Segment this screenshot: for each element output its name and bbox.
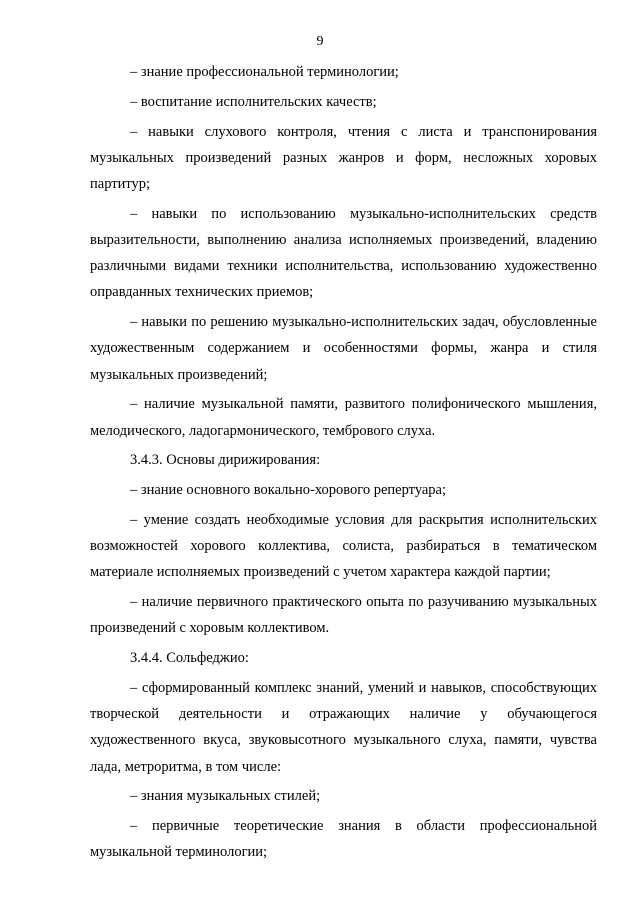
list-item: – знание основного вокально-хорового репертуара; (130, 482, 447, 499)
list-item: – знание профессиональной терминологии; (130, 64, 399, 80)
list-item: – знания музыкальных стилей; (130, 788, 321, 805)
page-content (90, 59, 597, 869)
list-item: – наличие музыкальной памяти, развитого полифонического мышления, мелодического, ладогармонического, тембрового слуха. (90, 396, 597, 439)
list-item: – навыки по использованию музыкально-исполнительских средств выразительности, выполнению анализа исполняемых произведений, владению различными видами техники исполнительства, использованию художественно оправданных технических приемов; (90, 205, 597, 301)
list-item: – сформированный комплекс знаний, умений и навыков, способствующих творческой деятельности и отражающих наличие у обучающегося художественного вкуса, звуковысотного музыкального слуха, памяти, чувства лада, метроритма, в том числе: (90, 680, 597, 775)
page-number: 9 (316, 34, 324, 49)
section-heading-3-4-4: 3.4.4. Сольфеджио: (130, 650, 249, 667)
list-item: – навыки слухового контроля, чтения с листа и транспонирования музыкальных произведений разных жанров и форм, несложных хоровых партитур; (90, 123, 597, 192)
list-item: – воспитание исполнительских качеств; (130, 93, 377, 110)
list-item: – умение создать необходимые условия для раскрытия исполнительских возможностей хорового коллектива, солиста, разбираться в тематическом материале исполняемых произведений с учетом характера каждой партии; (90, 512, 597, 581)
list-item: – навыки по решению музыкально-исполнительских задач, обусловленные художественным содержанием и особенностями формы, жанра и стиля музыкальных произведений; (90, 314, 597, 383)
section-heading-3-4-3: 3.4.3. Основы дирижирования: (130, 452, 321, 469)
list-item: – первичные теоретические знания в области профессиональной музыкальной терминологии; (90, 818, 597, 861)
list-item: – наличие первичного практического опыта по разучиванию музыкальных произведений с хоровым коллективом. (90, 594, 597, 637)
